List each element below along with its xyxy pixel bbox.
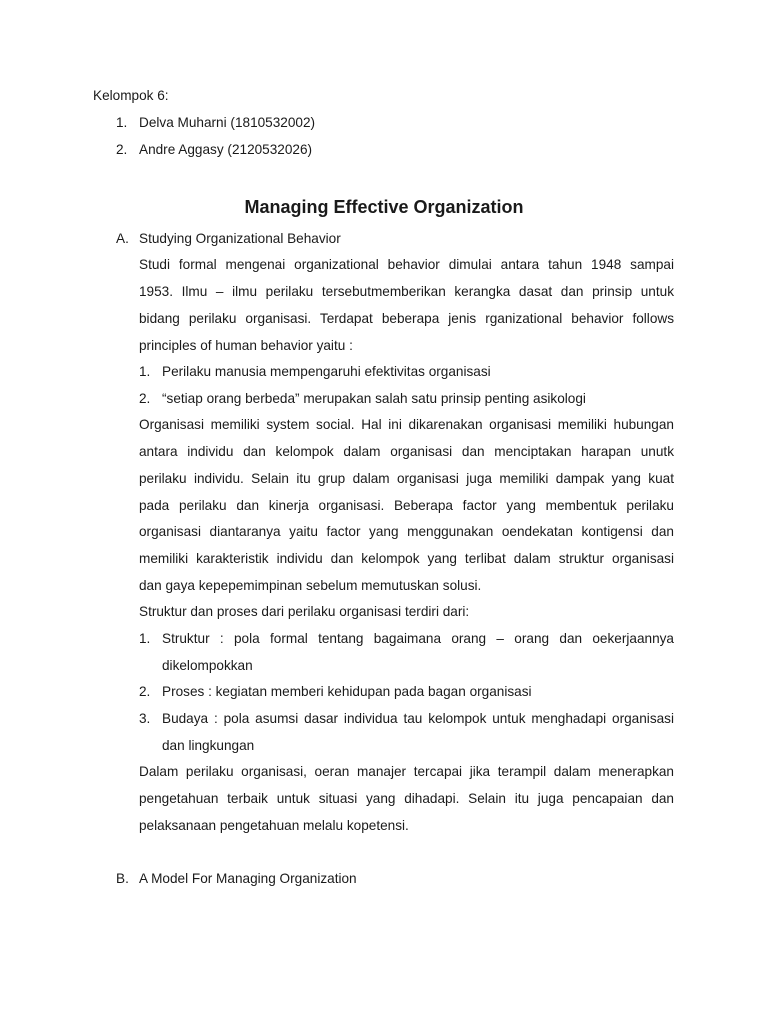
section-a-marker: A. xyxy=(116,231,129,246)
paragraph-line: Dalam perilaku organisasi, oeran manajer tercapai jika terampil dalam menerapkan xyxy=(139,764,674,779)
list-item: Perilaku manusia mempengaruhi efektivitas organisasi xyxy=(162,364,491,379)
list-item-continuation: dikelompokkan xyxy=(162,658,253,673)
section-b-heading: A Model For Managing Organization xyxy=(139,871,357,886)
paragraph-line: 1953. Ilmu – ilmu perilaku tersebutmemberikan kerangka dasat dan prinsip untuk xyxy=(139,284,674,299)
document-title: Managing Effective Organization xyxy=(244,197,524,217)
paragraph-line: Organisasi memiliki system social. Hal ini dikarenakan organisasi memiliki hubungan xyxy=(139,417,674,432)
paragraph-line: pelaksanaan pengetahuan melalu kopetensi. xyxy=(139,818,409,833)
list-number: 1. xyxy=(139,631,151,646)
paragraph-line: Studi formal mengenai organizational behavior dimulai antara tahun 1948 sampai xyxy=(139,257,674,272)
paragraph-line: principles of human behavior yaitu : xyxy=(139,338,353,353)
list-number: 1. xyxy=(139,364,151,379)
paragraph-line: Struktur dan proses dari perilaku organisasi terdiri dari: xyxy=(139,604,470,619)
member-number: 1. xyxy=(116,115,128,130)
list-item: “setiap orang berbeda” merupakan salah satu prinsip penting asikologi xyxy=(162,391,586,406)
paragraph-line: pada perilaku dan kinerja organisasi. Beberapa factor yang membentuk perilaku xyxy=(139,498,674,513)
section-b-marker: B. xyxy=(116,871,129,886)
list-item: Struktur : pola formal tentang bagaimana orang – orang dan oekerjaannya xyxy=(162,631,674,646)
list-item: Budaya : pola asumsi dasar individua tau kelompok untuk menghadapi organisasi xyxy=(162,711,674,726)
list-number: 2. xyxy=(139,391,151,406)
member-number: 2. xyxy=(116,142,128,157)
list-number: 3. xyxy=(139,711,151,726)
paragraph-line: bidang perilaku organisasi. Terdapat beberapa jenis rganizational behavior follows xyxy=(139,311,674,326)
paragraph-line: perilaku individu. Selain itu grup dalam organisasi juga memiliki dampak yang kuat xyxy=(139,471,674,486)
paragraph-line: pengetahuan terbaik untuk situasi yang dihadapi. Selain itu juga pencapaian dan xyxy=(139,791,674,806)
list-item: Proses : kegiatan memberi kehidupan pada bagan organisasi xyxy=(162,684,532,699)
section-a-heading: Studying Organizational Behavior xyxy=(139,231,341,246)
group-label: Kelompok 6: xyxy=(93,88,169,103)
member-name: Andre Aggasy (2120532026) xyxy=(139,142,313,157)
paragraph-line: dan gaya kepepemimpinan sebelum memutuskan solusi. xyxy=(139,578,482,593)
paragraph-line: organisasi diantaranya yaitu factor yang menggunakan oendekatan kontigensi dan xyxy=(139,524,674,539)
paragraph-line: memiliki karakteristik individu dan kelompok yang terlibat dalam struktur organisasi xyxy=(139,551,674,566)
list-item-continuation: dan lingkungan xyxy=(162,738,255,753)
paragraph-line: antara individu dan kelompok dalam organisasi dan menciptakan harapan unutk xyxy=(139,444,674,459)
list-number: 2. xyxy=(139,684,151,699)
member-name: Delva Muharni (1810532002) xyxy=(139,115,316,130)
